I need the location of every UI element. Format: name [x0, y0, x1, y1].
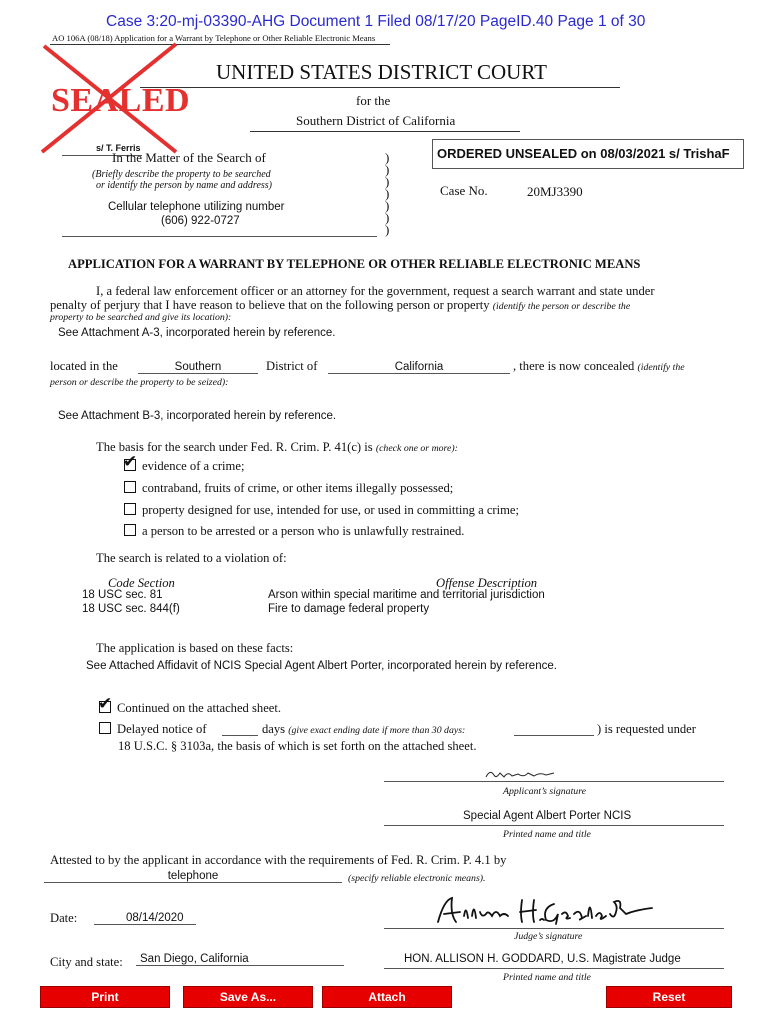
applicant-printed-rule: [384, 825, 724, 826]
located-district-field[interactable]: Southern: [138, 361, 258, 374]
facts-field[interactable]: See Attached Affidavit of NCIS Special Agent Albert Porter, incorporated herein by reference.: [86, 660, 557, 672]
city-label: City and state:: [50, 955, 123, 969]
delayed-label: Delayed notice of: [117, 722, 207, 736]
judge-printed-rule: [384, 968, 724, 969]
continued-option[interactable]: [98, 694, 282, 716]
delayed-ital: (give exact ending date if more than 30 days:: [288, 725, 466, 736]
basis-intro-text: The basis for the search under Fed. R. Crim. P. 41(c) is: [96, 440, 373, 454]
city-field[interactable]: San Diego, California: [136, 953, 344, 966]
concealed-line: [513, 359, 685, 374]
unsealed-order: ORDERED UNSEALED on 08/03/2021 s/ TrishaF: [437, 146, 730, 161]
application-para-2-ital: (identify the person or describe the: [492, 301, 631, 312]
facts-intro: The application is based on these facts:: [96, 641, 294, 655]
judge-signature-label: Judge’s signature: [514, 931, 583, 942]
judge-signature-rule: [384, 928, 724, 929]
checkmark-icon: ✔: [123, 452, 138, 472]
unsealed-box: [432, 139, 744, 169]
delayed-days-field[interactable]: [222, 735, 258, 736]
checkbox-property[interactable]: [124, 503, 136, 515]
applicant-signature-rule: [384, 781, 724, 782]
application-para-2-text: penalty of perjury that I have reason to believe that on the following person or property: [50, 298, 490, 312]
property-line-2: (606) 922-0727: [161, 215, 240, 227]
case-no-label: Case No.: [440, 183, 488, 198]
applicant-printed-name[interactable]: Special Agent Albert Porter NCIS: [463, 810, 632, 822]
application-para-2: [50, 298, 630, 313]
judge-printed-name[interactable]: HON. ALLISON H. GODDARD, U.S. Magistrate Judge: [404, 953, 681, 965]
date-field[interactable]: 08/14/2020: [94, 912, 196, 925]
form-line: AO 106A (08/18) Application for a Warrant by Telephone or Other Reliable Electronic Means: [52, 33, 376, 43]
delayed-option[interactable]: [99, 722, 207, 737]
basis-option-1[interactable]: [123, 452, 245, 474]
matter-label: In the Matter of the Search of: [112, 150, 266, 165]
basis-intro: [96, 440, 458, 455]
basis-option-2[interactable]: [124, 481, 453, 496]
judge-signature-image: [430, 894, 660, 930]
checkbox-delayed[interactable]: [99, 722, 111, 734]
checkbox-person[interactable]: [124, 524, 136, 536]
caption-instructions-1: (Briefly describe the property to be searched: [92, 169, 271, 180]
judge-printed-label: Printed name and title: [503, 972, 591, 983]
violation-offense-1[interactable]: Arson within special maritime and territorial jurisdiction: [268, 589, 545, 601]
district-name: Southern District of California: [296, 113, 456, 128]
ferris-signature: s/ T. Ferris: [96, 143, 141, 153]
located-in-label: located in the: [50, 359, 118, 373]
application-para-3: property to be searched and give its location):: [50, 312, 232, 323]
code-section-header: Code Section: [108, 576, 175, 590]
violation-intro: The search is related to a violation of:: [96, 551, 287, 565]
basis-option-3[interactable]: [124, 503, 519, 518]
caption-bottom-rule: [62, 236, 377, 237]
offense-description-header: Offense Description: [436, 576, 538, 590]
for-the: for the: [356, 93, 391, 108]
attest-means-label: (specify reliable electronic means).: [348, 873, 486, 884]
checkbox-contraband[interactable]: [124, 481, 136, 493]
attest-means-field[interactable]: telephone: [44, 870, 342, 883]
days-label: days: [262, 722, 286, 736]
print-button[interactable]: Print: [40, 986, 170, 1008]
concealed-ital: (identify the: [637, 362, 685, 373]
applicant-signature-label: Applicant’s signature: [503, 786, 587, 797]
basis-intro-ital: (check one or more):: [375, 443, 458, 454]
basis-option-label: a person to be arrested or a person who is unlawfully restrained.: [142, 524, 465, 538]
attachment-b-field[interactable]: See Attachment B-3, incorporated herein by reference.: [58, 410, 337, 422]
basis-option-4[interactable]: [124, 524, 464, 539]
violation-code-2[interactable]: 18 USC sec. 844(f): [82, 603, 180, 615]
save-as-button[interactable]: Save As...: [183, 986, 313, 1008]
checkmark-icon: ✔: [98, 694, 113, 714]
district-rule: [250, 131, 520, 132]
caption-instructions-2: or identify the person by name and address): [96, 180, 272, 191]
violation-offense-2[interactable]: Fire to damage federal property: [268, 603, 430, 615]
court-title: UNITED STATES DISTRICT COURT: [216, 60, 547, 84]
delayed-date-field[interactable]: [514, 735, 594, 736]
delayed-days-line: [262, 722, 465, 737]
reset-button[interactable]: Reset: [606, 986, 732, 1008]
seized-label: person or describe the property to be seized):: [50, 377, 229, 388]
case-header: Case 3:20-mj-03390-AHG Document 1 Filed 08/17/20 PageID.40 Page 1 of 30: [106, 13, 646, 30]
attach-button[interactable]: Attach: [322, 986, 452, 1008]
basis-option-label: property designed for use, intended for use, or used in committing a crime;: [142, 503, 520, 517]
delayed-line-2: 18 U.S.C. § 3103a, the basis of which is set forth on the attached sheet.: [118, 739, 477, 753]
applicant-printed-label: Printed name and title: [503, 829, 591, 840]
basis-option-label: evidence of a crime;: [142, 459, 245, 473]
application-para-1: I, a federal law enforcement officer or an attorney for the government, request a search warrant and state under: [96, 284, 655, 298]
sealed-stamp: SEALED: [51, 82, 191, 119]
basis-option-label: contraband, fruits of crime, or other items illegally possessed;: [142, 481, 454, 495]
violation-code-1[interactable]: 18 USC sec. 81: [82, 589, 163, 601]
caption-brackets: ) ) ) ) ) ) ): [385, 150, 390, 237]
continued-label: Continued on the attached sheet.: [117, 701, 282, 715]
located-line: [50, 359, 118, 374]
property-line-1: Cellular telephone utilizing number: [108, 201, 285, 213]
checkbox-evidence[interactable]: [123, 452, 138, 472]
district-state-field[interactable]: California: [328, 361, 510, 374]
attachment-a-field[interactable]: See Attachment A-3, incorporated herein by reference.: [58, 327, 336, 339]
requested-label: ) is requested under: [597, 722, 696, 736]
court-title-rule: [140, 87, 620, 88]
checkbox-continued[interactable]: [98, 694, 113, 714]
date-label: Date:: [50, 911, 78, 925]
concealed-label: , there is now concealed: [513, 359, 635, 373]
application-heading: APPLICATION FOR A WARRANT BY TELEPHONE OR OTHER RELIABLE ELECTRONIC MEANS: [68, 257, 641, 271]
case-no-value: 20MJ3390: [527, 184, 583, 199]
attest-text: Attested to by the applicant in accordance with the requirements of Fed. R. Crim. P. 4.1 by: [50, 853, 507, 867]
district-of-label: District of: [266, 359, 318, 373]
